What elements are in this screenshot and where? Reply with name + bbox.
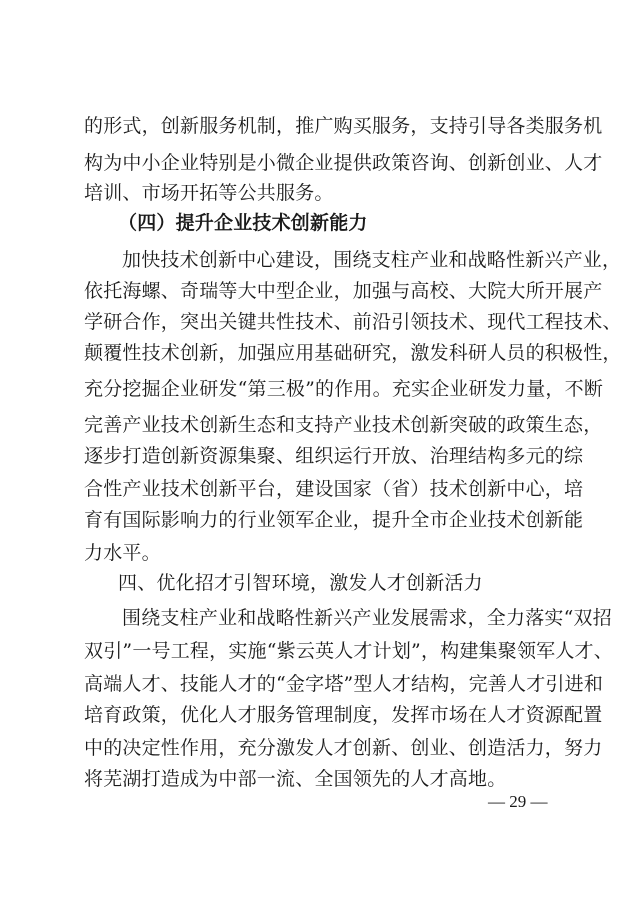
body-text-line: 充分挖掘企业研发“第三极”的作用。充实企业研发力量，不断 (84, 378, 604, 400)
body-text-line: 培训、市场开拓等公共服务。 (84, 182, 334, 204)
body-text-line: 构为中小企业特别是小微企业提供政策咨询、创新创业、人才 (84, 152, 603, 174)
body-text-line: 将芜湖打造成为中部一流、全国领先的人才高地。 (84, 768, 507, 790)
body-text-line: 颠覆性技术创新，加强应用基础研究，激发科研人员的积极性， (84, 342, 622, 364)
body-text-line: 逐步打造创新资源集聚、组织运行开放、治理结构多元的综 (84, 445, 584, 467)
body-text-line: 培育政策，优化人才服务管理制度，发挥市场在人才资源配置 (84, 704, 603, 726)
section-heading: （四）提升企业技术创新能力 (118, 212, 368, 234)
body-text-line: 中的决定性作用，充分激发人才创新、创业、创造活力，努力 (84, 737, 603, 759)
chapter-heading: 四、优化招才引智环境，激发人才创新活力 (118, 572, 483, 594)
body-text-line: 力水平。 (84, 542, 161, 564)
body-text-line: 双引”一号工程，实施“紫云英人才计划”，构建集聚领军人才、 (84, 640, 613, 662)
body-text-line: 完善产业技术创新生态和支持产业技术创新突破的政策生态， (84, 414, 603, 436)
body-text-line: 围绕支柱产业和战略性新兴产业发展需求，全力落实“双招 (122, 607, 612, 629)
body-text-line: 的形式，创新服务机制，推广购买服务，支持引导各类服务机 (84, 115, 603, 137)
body-text-line: 学研合作，突出关键共性技术、前沿引领技术、现代工程技术、 (84, 311, 622, 333)
body-text-line: 合性产业技术创新平台，建设国家（省）技术创新中心，培 (84, 478, 584, 500)
body-text-line: 高端人才、技能人才的“金字塔”型人才结构，完善人才引进和 (84, 673, 604, 695)
body-text-line: 依托海螺、奇瑞等大中型企业，加强与高校、大院大所开展产 (84, 280, 603, 302)
body-text-line: 加快技术创新中心建设，围绕支柱产业和战略性新兴产业， (122, 249, 622, 271)
page-number: — 29 — (488, 792, 548, 811)
body-text-line: 育有国际影响力的行业领军企业，提升全市企业技术创新能 (84, 509, 584, 531)
